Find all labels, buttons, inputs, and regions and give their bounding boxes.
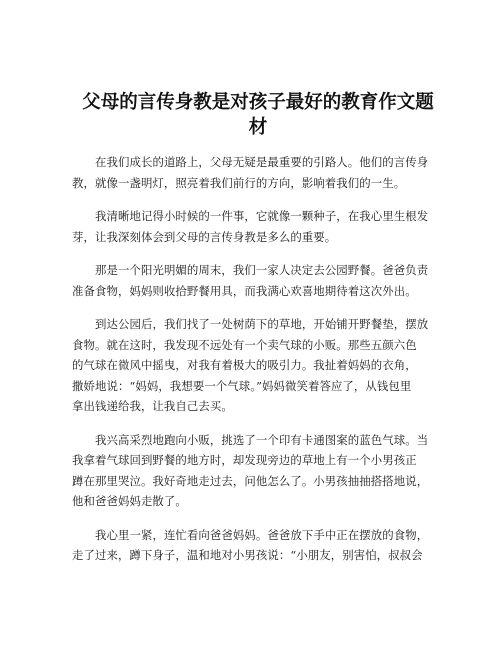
paragraph — [72, 260, 440, 301]
paragraph-line: 他和爸爸妈妈走散了。 — [72, 494, 187, 508]
paragraph-line: 在我们成长的道路上，父母无疑是最重要的引路人。他们的言传身 — [95, 155, 429, 169]
paragraph-line: 那是一个阳光明媚的周末，我们一家人决定去公园野餐。爸爸负责 — [95, 263, 429, 277]
paragraph-line: 拿出钱递给我，让我自己去买。 — [72, 399, 233, 413]
paragraph — [72, 525, 440, 566]
paragraph-line: 的气球在微风中摇曳，对我有着极大的吸引力。我扯着妈妈的衣角， — [72, 358, 417, 372]
paragraph-line: 准备食物，妈妈则收拾野餐用具，而我满心欢喜地期待着这次外出。 — [72, 283, 417, 298]
title-line: 父母的言传身教是对孩子最好的教育作文题 — [82, 92, 434, 113]
title-line: 材 — [248, 117, 268, 138]
paragraph-line: 教，就像一盏明灯，照亮着我们前行的方向，影响着我们的一生。 — [72, 175, 406, 190]
paragraph-line: 我心里一紧，连忙看向爸爸妈妈。爸爸放下手中正在摆放的食物， — [95, 527, 429, 542]
document-body — [72, 152, 440, 566]
paragraph — [72, 430, 440, 512]
paragraph-line: 我拿着气球回到野餐的地方时，却发现旁边的草地上有一个小男孩正 — [72, 453, 417, 467]
paragraph-line: 我清晰地记得小时候的一件事，它就像一颗种子，在我心里生根发 — [95, 209, 429, 223]
paragraph-line: 食物。就在这时，我发现不远处有一个卖气球的小贩。那些五颜六色 — [72, 337, 417, 352]
paragraph — [72, 206, 440, 247]
paragraph — [72, 152, 440, 193]
paragraph-line: 蹲在那里哭泣。我好奇地走过去，问他怎么了。小男孩抽抽搭搭地说， — [72, 473, 429, 488]
paragraph-line: 走了过来，蹲下身子，温和地对小男孩说：“小朋友，别害怕，叔叔会 — [72, 548, 423, 562]
paragraph — [72, 314, 440, 417]
paragraph-line: 芽，让我深刻体会到父母的言传身教是多么的重要。 — [72, 229, 337, 244]
paragraph-line: 到达公园后，我们找了一处树荫下的草地，开始铺开野餐垫，摆放 — [95, 317, 429, 331]
paragraph-line: 撒娇地说：“妈妈，我想要一个气球。”妈妈微笑着答应了，从钱包里 — [72, 378, 412, 393]
paragraph-line: 我兴高采烈地跑向小贩，挑选了一个印有卡通图案的蓝色气球。当 — [95, 432, 429, 447]
document-title — [72, 90, 440, 140]
